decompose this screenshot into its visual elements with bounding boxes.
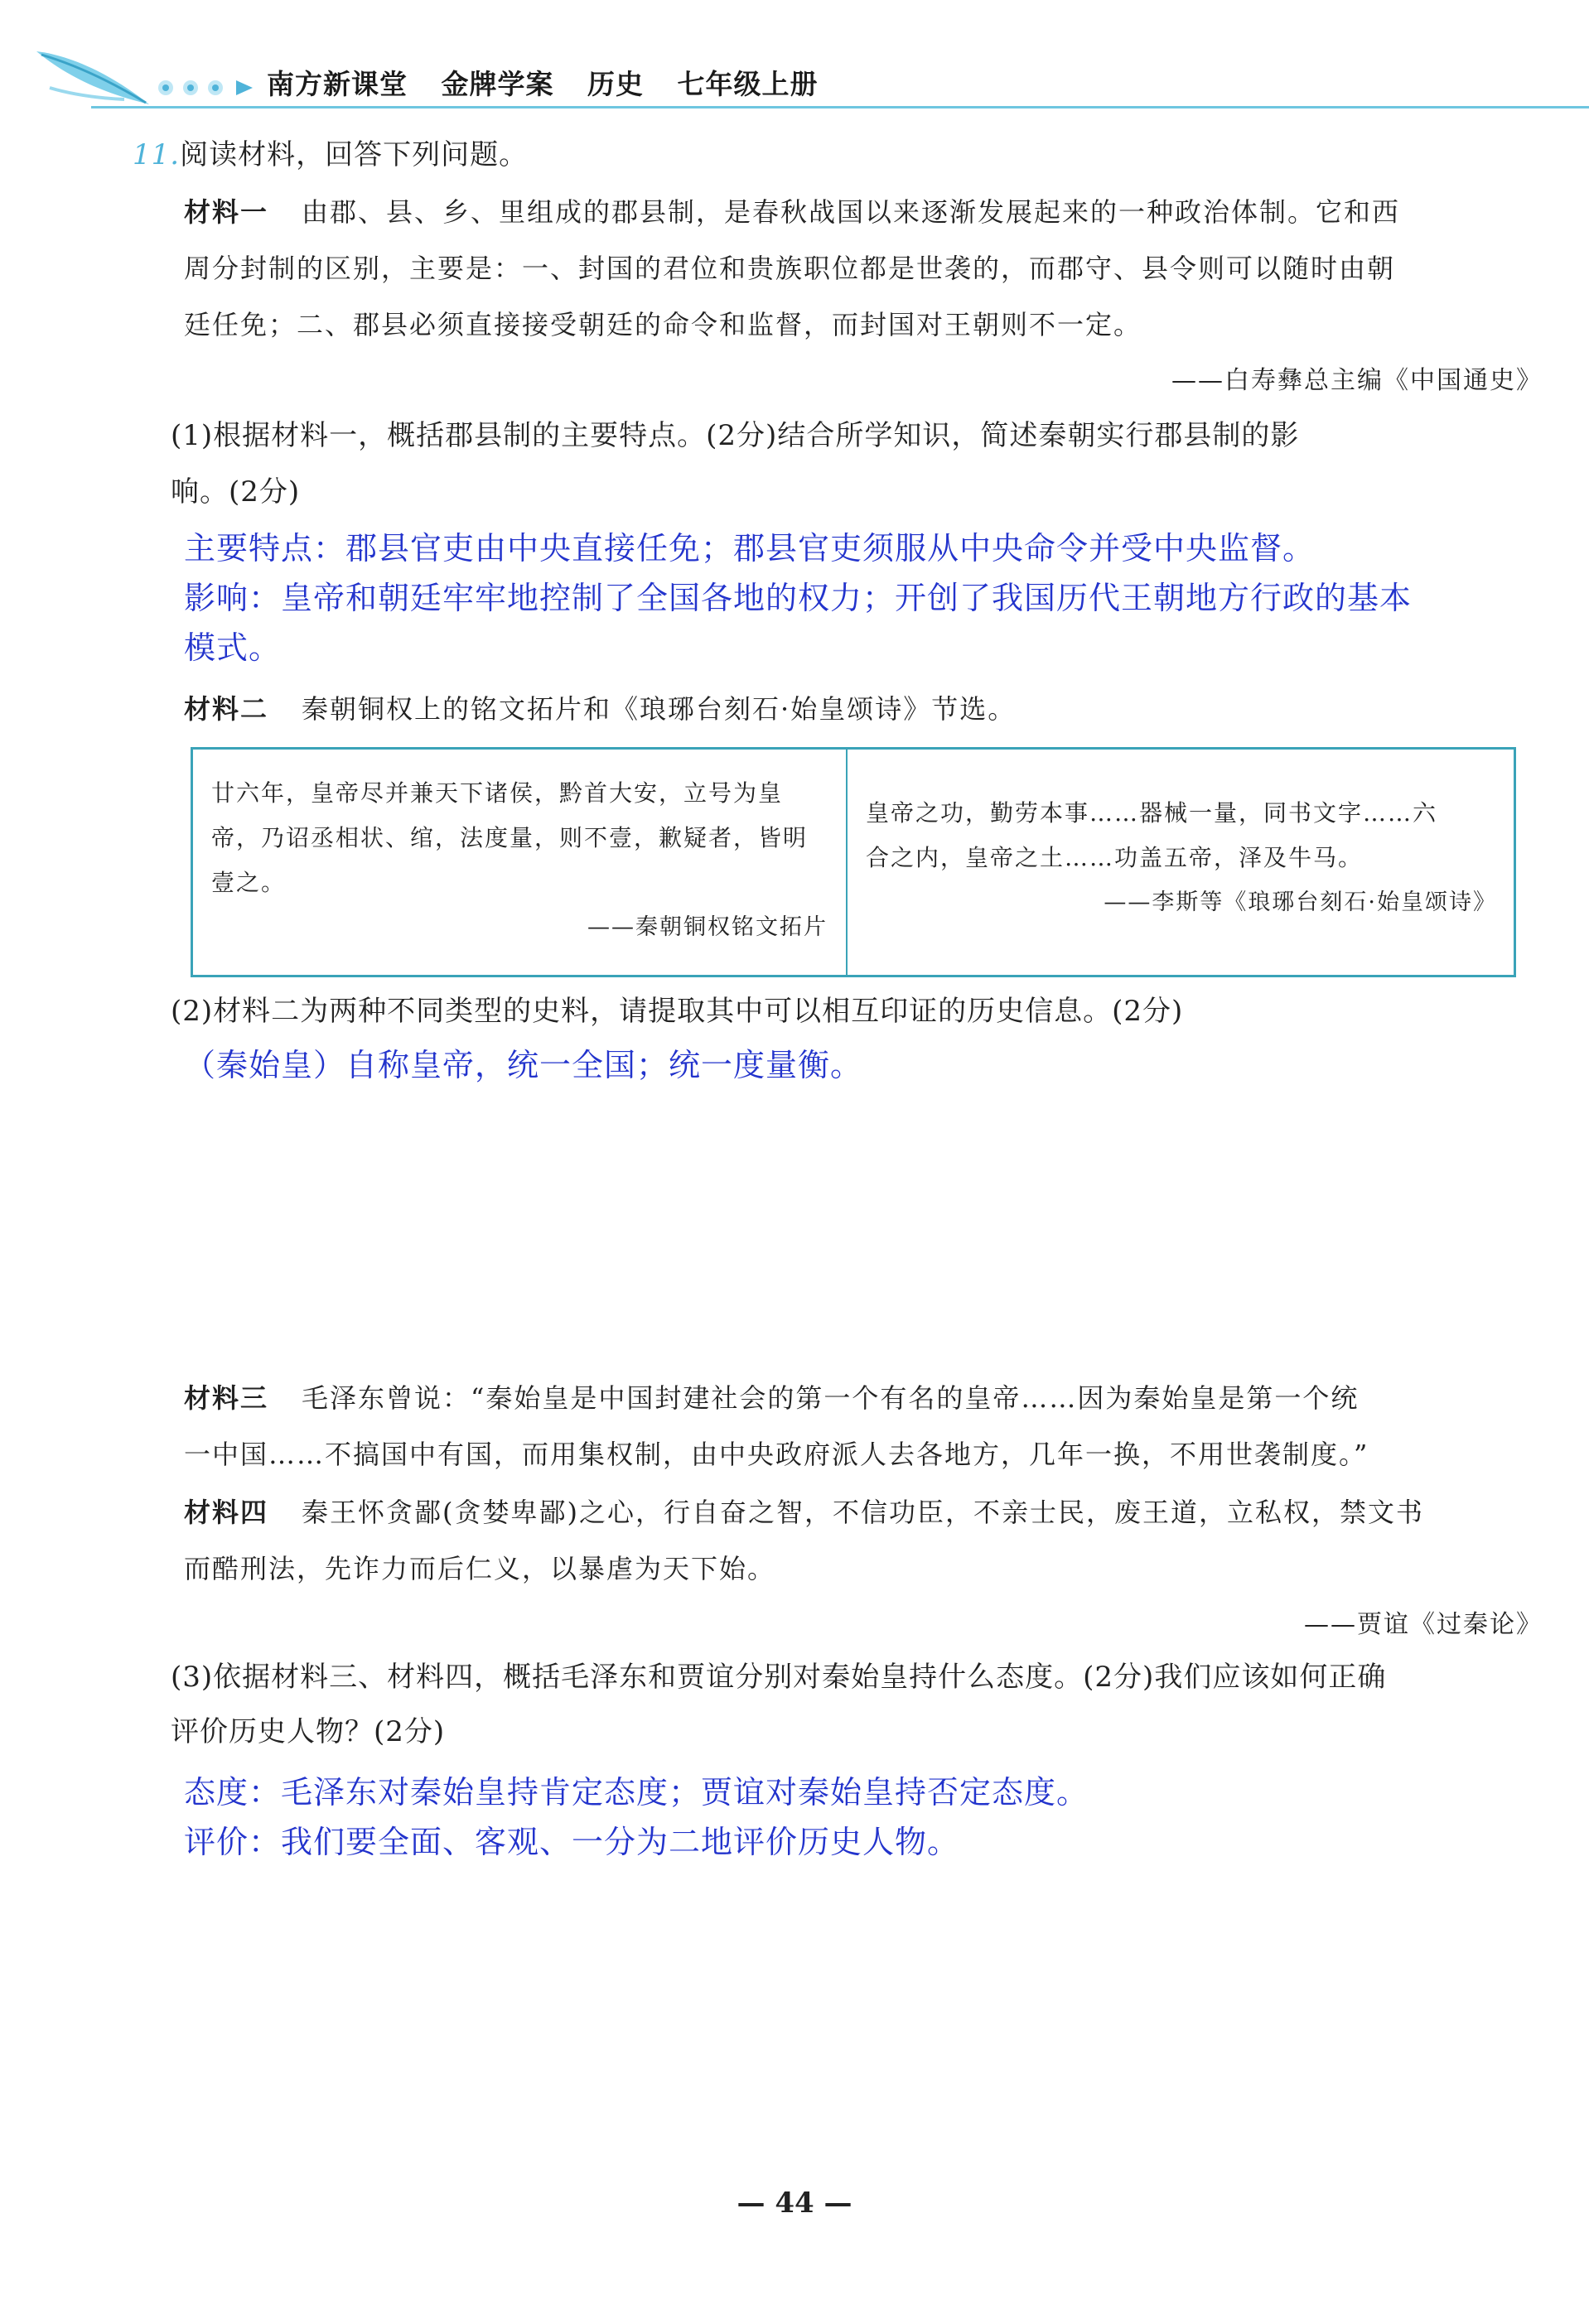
- material-4-label: 材料四: [184, 1497, 269, 1528]
- answer-1-line-2: 影响：皇帝和朝廷牢牢地控制了全国各地的权力；开创了我国历代王朝地方行政的基本: [184, 580, 1413, 616]
- header-divider: [91, 106, 1589, 108]
- answer-3: [184, 1767, 1089, 1867]
- material-2-right-source: ——李斯等《琅琊台刻石·始皇颂诗》: [1104, 890, 1497, 915]
- feather-quill-icon: [33, 46, 157, 113]
- material-2: [184, 681, 1543, 737]
- answer-3-line-1: 态度：毛泽东对秦始皇持肯定态度；贾谊对秦始皇持否定态度。: [184, 1774, 1089, 1811]
- answer-1-line-3: 模式。: [184, 629, 282, 666]
- material-2-intro: 秦朝铜权上的铭文拓片和《琅琊台刻石·始皇颂诗》节选。: [302, 693, 1017, 725]
- sub-question-3: (3)依据材料三、材料四，概括毛泽东和贾谊分别对秦始皇持什么态度。(2分)我们应该如何正确 评价历史人物？(2分): [171, 1661, 1387, 1748]
- answer-1: [184, 523, 1412, 673]
- header-series: 金牌学案: [441, 68, 554, 100]
- answer-1-line-1: 主要特点：郡县官吏由中央直接任免；郡县官吏须服从中央命令并受中央监督。: [184, 530, 1316, 567]
- page-header: [33, 46, 1558, 113]
- material-2-box: [191, 747, 1516, 977]
- material-1-line-3: 廷任免；二、郡县必须直接接受朝廷的命令和监督，而封国对王朝则不一定。: [184, 309, 1142, 340]
- sub-question-2: (2)材料二为两种不同类型的史料，请提取其中可以相互印证的历史信息。(2分): [171, 995, 1184, 1028]
- material-1-line-2: 周分封制的区别，主要是：一、封国的君位和贵族职位都是世袭的，而郡守、县令则可以随时由朝: [184, 253, 1396, 284]
- question-prompt: 11.阅读材料，回答下列问题。: [133, 138, 529, 171]
- page-number: — 44 —: [737, 2187, 852, 2220]
- answer-3-line-2: 评价：我们要全面、客观、一分为二地评价历史人物。: [184, 1824, 960, 1860]
- material-4: 材料四 秦王怀贪鄙(贪婪卑鄙)之心，行自奋之智，不信功臣，不亲士民，废王道，立私权，禁文书 而酷刑法，先诈力而后仁义，以暴虐为天下始。 ——贾谊《过秦论》: [184, 1484, 1543, 1653]
- material-2-right-column: 皇帝之功，勤劳本事……器械一量，同书文字……六 合之内，皇帝之土……功盖五帝，泽及牛马。 ——李斯等《琅琊台刻石·始皇颂诗》: [848, 750, 1515, 975]
- header-subject: 历史: [587, 68, 644, 100]
- material-2-left-column: 廿六年，皇帝尽并兼天下诸侯，黔首大安，立号为皇 帝，乃诏丞相状、绾，法度量，则不壹，歉疑者，皆明 壹之。 ——秦朝铜权铭文拓片: [193, 750, 848, 975]
- material-1-source: ——白寿彝总主编《中国通史》: [1171, 366, 1543, 395]
- header-title: [267, 63, 842, 102]
- material-4-source: ——贾谊《过秦论》: [1304, 1610, 1543, 1639]
- material-1-line-1: 材料一 由郡、县、乡、里组成的郡县制，是春秋战国以来逐渐发展起来的一种政治体制。它和西: [184, 196, 1401, 228]
- header-brand: 南方新课堂: [267, 68, 408, 100]
- sub-question-1: (1)根据材料一，概括郡县制的主要特点。(2分)结合所学知识，简述秦朝实行郡县制的影 响。(2分): [171, 419, 1300, 509]
- material-2-left-source: ——秦朝铜权铭文拓片: [587, 914, 828, 940]
- material-1: [184, 184, 1543, 409]
- material-3-label: 材料三: [184, 1382, 269, 1414]
- material-1-label: 材料一: [184, 196, 269, 228]
- question-number: 11.: [133, 138, 181, 171]
- material-3: 材料三 毛泽东曾说：“秦始皇是中国封建社会的第一个有名的皇帝……因为秦始皇是第一个统 一中国……不搞国中有国，而用集权制，由中央政府派人去各地方，几年一换，不用世袭制度。”: [184, 1382, 1369, 1470]
- material-2-label: 材料二: [184, 693, 269, 725]
- answer-2: （秦始皇）自称皇帝，统一全国；统一度量衡。: [184, 1047, 863, 1083]
- decorative-dots-icon: [157, 78, 265, 98]
- header-grade: 七年级上册: [677, 68, 819, 100]
